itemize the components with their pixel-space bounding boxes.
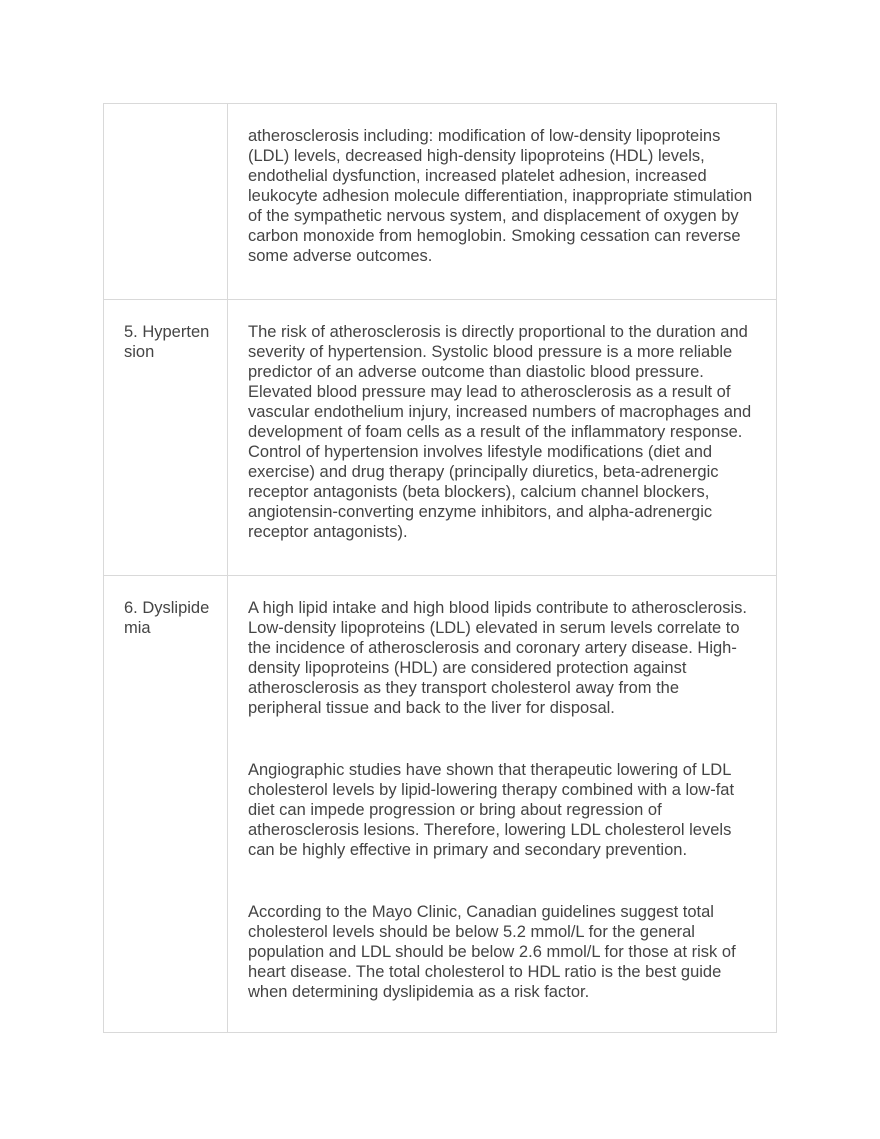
description-paragraph: Angiographic studies have shown that therapeutic lowering of LDL cholesterol levels by lipid-lowering therapy combined with a low-fat diet can impede progression or bring about regression of atherosclerosis lesions. Therefore, lowering LDL cholesterol levels can be highly effective in primary and secondary prevention. bbox=[248, 761, 735, 859]
description-paragraph: According to the Mayo Clinic, Canadian guidelines suggest total cholesterol levels should be below 5.2 mmol/L for the general population and LDL should be below 2.6 mmol/L for those at risk of heart disease. The total cholesterol to HDL ratio is the best guide when determining dyslipidemia as a risk factor. bbox=[248, 903, 736, 1001]
risk-factor-description-cell bbox=[228, 300, 777, 576]
table-row bbox=[104, 576, 777, 1033]
table-row bbox=[104, 300, 777, 576]
risk-factor-label-cell bbox=[104, 300, 228, 576]
risk-factor-label-cell bbox=[104, 576, 228, 1033]
table-row bbox=[104, 104, 777, 300]
risk-factor-label: 5. Hypertension bbox=[124, 323, 210, 361]
risk-factor-label-cell bbox=[104, 104, 228, 300]
description-paragraph: A high lipid intake and high blood lipids contribute to atherosclerosis. Low-density lipoproteins (LDL) elevated in serum levels correlate to the incidence of atherosclerosis and coronary artery disease. High-density lipoproteins (HDL) are considered protection against atherosclerosis as they transport cholesterol away from the peripheral tissue and back to the liver for disposal. bbox=[248, 599, 747, 717]
description-paragraph: The risk of atherosclerosis is directly proportional to the duration and severity of hypertension. Systolic blood pressure is a more reliable predictor of an adverse outcome than diastolic blood pressure. Elevated blood pressure may lead to atherosclerosis as a result of vascular endothelium injury, increased numbers of macrophages and development of foam cells as a result of the inflammatory response. Control of hypertension involves lifestyle modifications (diet and exercise) and drug therapy (principally diuretics, beta-adrenergic receptor antagonists (beta blockers), calcium channel blockers, angiotensin-converting enzyme inhibitors, and alpha-adrenergic receptor antagonists). bbox=[248, 323, 752, 541]
risk-factor-label: 6. Dyslipidemia bbox=[124, 599, 210, 637]
risk-factor-description-cell bbox=[228, 576, 777, 1033]
description-paragraph: atherosclerosis including: modification of low-density lipoproteins (LDL) levels, decreased high-density lipoproteins (HDL) levels, endothelial dysfunction, increased platelet adhesion, increased leukocyte adhesion molecule differentiation, inappropriate stimulation of the sympathetic nervous system, and displacement of oxygen by carbon monoxide from hemoglobin. Smoking cessation can reverse some adverse outcomes. bbox=[248, 127, 753, 265]
risk-factor-description-cell bbox=[228, 104, 777, 300]
risk-factor-table bbox=[103, 103, 777, 1033]
